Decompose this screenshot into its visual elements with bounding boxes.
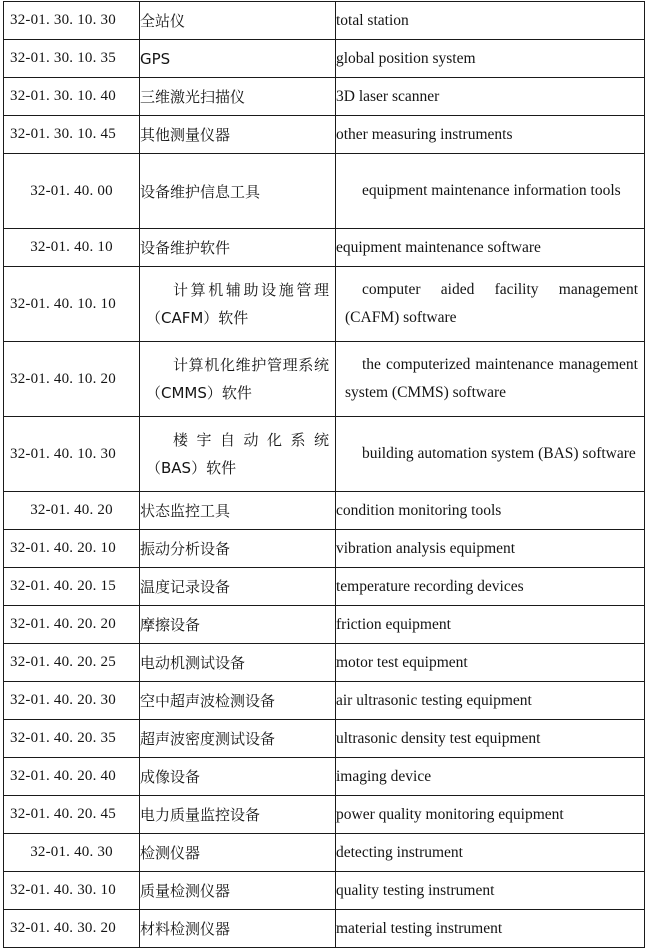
english-name-cell: computer aided facility management (CAFM) software xyxy=(336,267,645,342)
english-name-cell: other measuring instruments xyxy=(336,116,645,154)
table-row xyxy=(4,720,645,758)
english-name-cell: building automation system (BAS) software xyxy=(336,417,645,492)
chinese-name-cell: 摩擦设备 xyxy=(140,606,336,644)
chinese-name-cell: 振动分析设备 xyxy=(140,530,336,568)
chinese-name-cell: 温度记录设备 xyxy=(140,568,336,606)
table-row xyxy=(4,758,645,796)
code-cell: 32-01. 40. 30 xyxy=(4,834,140,872)
code-cell: 32-01. 30. 10. 45 xyxy=(4,116,140,154)
code-cell: 32-01. 40. 20. 40 xyxy=(4,758,140,796)
table-row xyxy=(4,492,645,530)
table-row xyxy=(4,417,645,492)
chinese-name-cell: 成像设备 xyxy=(140,758,336,796)
english-name-cell: friction equipment xyxy=(336,606,645,644)
table-row xyxy=(4,872,645,910)
english-name-cell: ultrasonic density test equipment xyxy=(336,720,645,758)
chinese-name-cell: 计算机辅助设施管理（CAFM）软件 xyxy=(140,267,336,342)
english-name-cell: detecting instrument xyxy=(336,834,645,872)
table-row xyxy=(4,644,645,682)
table-row xyxy=(4,229,645,267)
code-cell: 32-01. 40. 20. 20 xyxy=(4,606,140,644)
english-name-cell: total station xyxy=(336,2,645,40)
english-name-cell: 3D laser scanner xyxy=(336,78,645,116)
english-name-cell: quality testing instrument xyxy=(336,872,645,910)
chinese-name-cell: 全站仪 xyxy=(140,2,336,40)
code-cell: 32-01. 40. 20. 15 xyxy=(4,568,140,606)
code-cell: 32-01. 40. 10 xyxy=(4,229,140,267)
code-cell: 32-01. 30. 10. 35 xyxy=(4,40,140,78)
code-cell: 32-01. 40. 20. 45 xyxy=(4,796,140,834)
table-row xyxy=(4,796,645,834)
english-name-cell: the computerized maintenance management system (CMMS) software xyxy=(336,342,645,417)
chinese-name-cell: 材料检测仪器 xyxy=(140,910,336,948)
table-row xyxy=(4,154,645,229)
classification-table xyxy=(3,1,645,948)
code-cell: 32-01. 30. 10. 30 xyxy=(4,2,140,40)
code-cell: 32-01. 40. 20. 30 xyxy=(4,682,140,720)
code-cell: 32-01. 40. 20. 10 xyxy=(4,530,140,568)
table-row xyxy=(4,568,645,606)
code-cell: 32-01. 40. 20 xyxy=(4,492,140,530)
table-row xyxy=(4,116,645,154)
chinese-name-cell: 电力质量监控设备 xyxy=(140,796,336,834)
chinese-name-cell: 楼宇自动化系统（BAS）软件 xyxy=(140,417,336,492)
chinese-name-cell: 设备维护软件 xyxy=(140,229,336,267)
table-row xyxy=(4,342,645,417)
code-cell: 32-01. 40. 20. 25 xyxy=(4,644,140,682)
code-cell: 32-01. 40. 10. 10 xyxy=(4,267,140,342)
english-name-cell: vibration analysis equipment xyxy=(336,530,645,568)
english-name-cell: temperature recording devices xyxy=(336,568,645,606)
chinese-name-cell: 质量检测仪器 xyxy=(140,872,336,910)
code-cell: 32-01. 40. 10. 20 xyxy=(4,342,140,417)
code-cell: 32-01. 40. 10. 30 xyxy=(4,417,140,492)
english-name-cell: power quality monitoring equipment xyxy=(336,796,645,834)
english-name-cell: equipment maintenance software xyxy=(336,229,645,267)
code-cell: 32-01. 40. 20. 35 xyxy=(4,720,140,758)
chinese-name-cell: 计算机化维护管理系统（CMMS）软件 xyxy=(140,342,336,417)
english-name-cell: material testing instrument xyxy=(336,910,645,948)
chinese-name-cell: 检测仪器 xyxy=(140,834,336,872)
table-row xyxy=(4,78,645,116)
table-row xyxy=(4,682,645,720)
table-row xyxy=(4,40,645,78)
english-name-cell: equipment maintenance information tools xyxy=(336,154,645,229)
table-row xyxy=(4,2,645,40)
chinese-name-cell: 超声波密度测试设备 xyxy=(140,720,336,758)
english-name-cell: imaging device xyxy=(336,758,645,796)
code-cell: 32-01. 40. 00 xyxy=(4,154,140,229)
code-cell: 32-01. 30. 10. 40 xyxy=(4,78,140,116)
english-name-cell: air ultrasonic testing equipment xyxy=(336,682,645,720)
english-name-cell: motor test equipment xyxy=(336,644,645,682)
classification-table-body xyxy=(4,2,645,948)
english-name-cell: condition monitoring tools xyxy=(336,492,645,530)
english-name-cell: global position system xyxy=(336,40,645,78)
chinese-name-cell: 状态监控工具 xyxy=(140,492,336,530)
chinese-name-cell: 三维激光扫描仪 xyxy=(140,78,336,116)
table-row xyxy=(4,267,645,342)
code-cell: 32-01. 40. 30. 20 xyxy=(4,910,140,948)
code-cell: 32-01. 40. 30. 10 xyxy=(4,872,140,910)
chinese-name-cell: 设备维护信息工具 xyxy=(140,154,336,229)
chinese-name-cell: GPS xyxy=(140,40,336,78)
table-row xyxy=(4,530,645,568)
table-row xyxy=(4,834,645,872)
chinese-name-cell: 其他测量仪器 xyxy=(140,116,336,154)
chinese-name-cell: 电动机测试设备 xyxy=(140,644,336,682)
table-row xyxy=(4,606,645,644)
chinese-name-cell: 空中超声波检测设备 xyxy=(140,682,336,720)
